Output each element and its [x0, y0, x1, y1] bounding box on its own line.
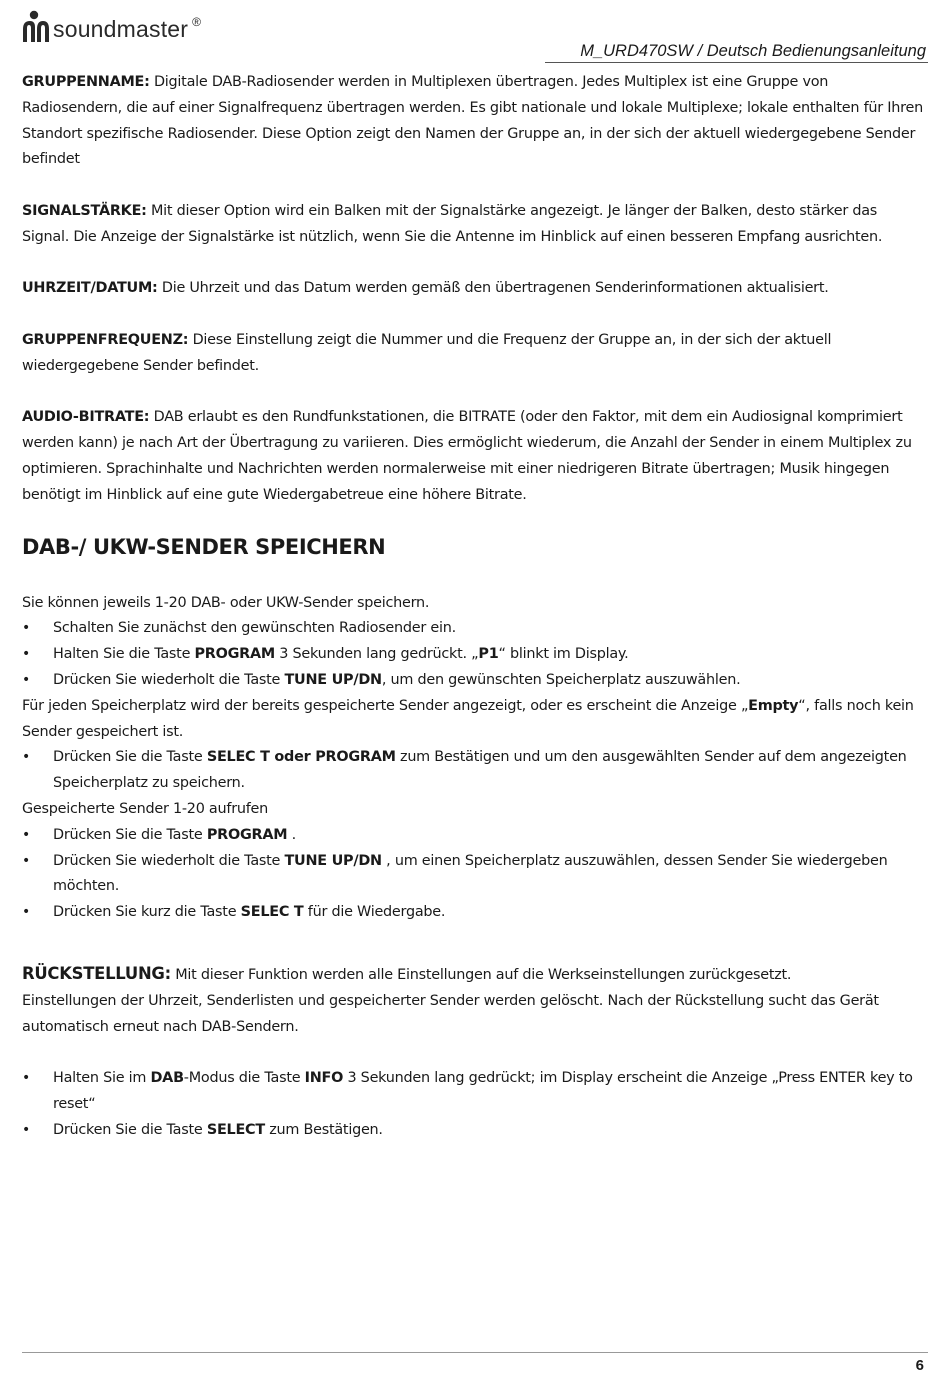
paragraph-reset: [22, 961, 926, 989]
section-heading-speichern: DAB-/ UKW-SENDER SPEICHERN: [22, 534, 386, 559]
speichern-steps: [22, 616, 926, 693]
term-label: SIGNALSTÄRKE:: [22, 202, 147, 219]
registered-mark: ®: [192, 15, 202, 29]
speichern-note: Für jeden Speicherplatz wird der bereits gespeicherte Sender angezeigt, oder es erscheint die Anzeige „Empty“, falls noch kein Sender gespeichert ist.: [22, 697, 914, 740]
header-divider: [545, 62, 928, 63]
speichern-confirm-steps: [22, 745, 926, 797]
list-item: • Drücken Sie die Taste SELEC T oder PROGRAM zum Bestätigen und um den ausgewählten Sender auf dem angezeigten Speicherplatz zu speichern.: [22, 745, 926, 797]
list-item: • Drücken Sie kurz die Taste SELEC T für die Wiedergabe.: [22, 900, 926, 926]
recall-subheading: Gespeicherte Sender 1-20 aufrufen: [22, 800, 269, 817]
list-item: • Drücken Sie wiederholt die Taste TUNE UP/DN , um einen Speicherplatz auszuwählen, dessen Sender Sie wiedergeben möchten.: [22, 849, 926, 901]
brand-name: soundmaster: [53, 16, 189, 42]
term-text: Mit dieser Funktion werden alle Einstellungen auf die Werkseinstellungen zurückgesetzt.: [170, 966, 792, 983]
list-item: • Halten Sie im DAB-Modus die Taste INFO 3 Sekunden lang gedrückt; im Display erscheint die Anzeige „Press ENTER key to reset“: [22, 1066, 926, 1118]
brand-logo: [22, 10, 201, 43]
list-item: • Schalten Sie zunächst den gewünschten Radiosender ein.: [22, 616, 926, 642]
term-label: AUDIO-BITRATE:: [22, 409, 150, 426]
term-label: GRUPPENNAME:: [22, 74, 150, 90]
paragraph-gruppenfrequenz: [22, 328, 926, 380]
term-text: Diese Einstellung zeigt die Nummer und die Frequenz der Gruppe an, in der sich der aktuell wiedergegebene Sender befindet.: [22, 331, 832, 374]
list-item: • Drücken Sie die Taste SELECT zum Bestätigen.: [22, 1118, 926, 1144]
footer-divider: [22, 1352, 928, 1353]
soundmaster-logo-icon: [22, 10, 50, 42]
list-item: • Drücken Sie wiederholt die Taste TUNE UP/DN, um den gewünschten Speicherplatz auszuwählen.: [22, 668, 926, 694]
reset-steps: [22, 1066, 926, 1143]
paragraph-uhrzeit: [22, 276, 926, 302]
paragraph-gruppenname: [22, 70, 926, 173]
list-item: • Drücken Sie die Taste PROGRAM .: [22, 823, 926, 849]
page-number: 6: [915, 1357, 924, 1374]
recall-steps: [22, 823, 926, 926]
paragraph-signalstaerke: [22, 199, 926, 251]
term-label: RÜCKSTELLUNG:: [22, 963, 171, 983]
speichern-intro: Sie können jeweils 1-20 DAB- oder UKW-Sender speichern.: [22, 594, 430, 611]
term-text: DAB erlaubt es den Rundfunkstationen, die BITRATE (oder den Faktor, mit dem ein Audiosignal komprimiert werden kann) je nach Art der Übertragung zu variieren. Dies ermöglicht wiederum, die Anzahl der Sender in einem Multiplex zu optimieren. Sprachinhalte und Nachrichten werden normalerweise mit einer niedrigeren Bitrate übertragen; Musik hingegen benötigt im Hinblick auf eine gute Wiedergabetreue eine höhere Bitrate.: [22, 409, 912, 503]
term-text: Digitale DAB-Radiosender werden in Multiplexen übertragen. Jedes Multiplex ist eine Gruppe von Radiosendern, die auf einer Signalfrequenz übertragen werden. Es gibt nationale und lokale Multiplexe; lokale enthalten für Ihren Standort spezifische Radiosender. Diese Option zeigt den Namen der Gruppe an, in der sich der aktuell wiedergegebene Sender befindet: [22, 74, 923, 168]
list-item: • Halten Sie die Taste PROGRAM 3 Sekunden lang gedrückt. „P1“ blinkt im Display.: [22, 642, 926, 668]
term-text: Die Uhrzeit und das Datum werden gemäß den übertragenen Senderinformationen aktualisiert.: [157, 280, 829, 297]
term-text: Mit dieser Option wird ein Balken mit der Signalstärke angezeigt. Je länger der Balken, desto stärker das Signal. Die Anzeige der Signalstärke ist nützlich, wenn Sie die Antenne im Hinblick auf einen besseren Empfang ausrichten.: [22, 202, 883, 245]
term-label: GRUPPENFREQUENZ:: [22, 331, 189, 348]
paragraph-reset-detail: Einstellungen der Uhrzeit, Senderlisten und gespeicherter Sender werden gelöscht. Nach der Rückstellung sucht das Gerät automatisch erneut nach DAB-Sendern.: [22, 992, 879, 1035]
document-title: M_URD470SW / Deutsch Bedienungsanleitung: [580, 42, 926, 60]
term-label: UHRZEIT/DATUM:: [22, 280, 158, 297]
page-content: [22, 70, 926, 1143]
paragraph-audiobitrate: [22, 405, 926, 508]
